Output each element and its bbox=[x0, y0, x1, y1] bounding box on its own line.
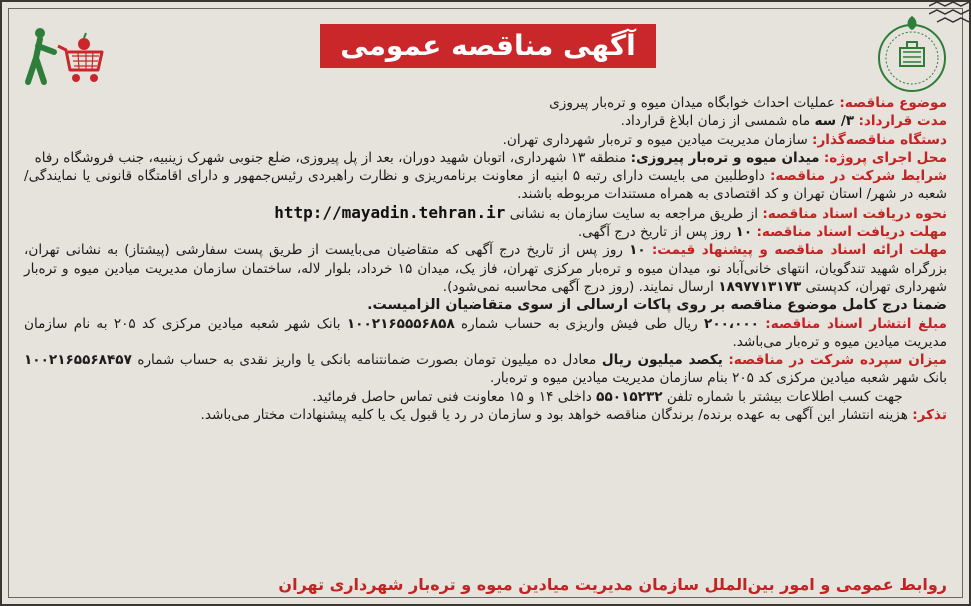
deposit-value: معادل ده میلیون تومان بصورت ضمانتنامه بانکی یا واریز نقدی به حساب شماره bbox=[137, 352, 597, 369]
fee-section bbox=[24, 315, 947, 352]
tehran-municipality-logo-icon bbox=[873, 12, 951, 94]
organizer-label: دستگاه مناقصه‌گذار: bbox=[812, 131, 947, 148]
contact-prefix: جهت کسب اطلاعات بیشتر با شماره تلفن bbox=[666, 388, 903, 405]
bid-deadline-value-after: ارسال نمایند. (روز درج آگهی محاسبه نمی‌شود). bbox=[442, 278, 714, 295]
organizer-value: سازمان مدیریت میادین میوه و تره‌بار شهرداری تهران. bbox=[502, 131, 808, 148]
reminder-value: هزینه انتشار این آگهی به عهده برنده/ برندگان مناقصه خواهد بود و سازمان در رد یا قبول یک یا کلیه پیشنهادات مختار می‌باشد. bbox=[200, 407, 908, 424]
duration-section bbox=[24, 112, 947, 130]
location-section bbox=[24, 149, 947, 167]
duration-number: ۳/ سه bbox=[814, 113, 855, 130]
fee-amount: ۲۰۰،۰۰۰ bbox=[704, 315, 759, 332]
fee-account-number: ۱۰۰۲۱۶۵۵۵۶۸۵۸ bbox=[346, 315, 455, 332]
subject-section bbox=[24, 94, 947, 112]
location-site: میدان میوه و تره‌بار پیروزی: bbox=[630, 149, 820, 166]
footer-signature: روابط عمومی و امور بین‌الملل سازمان مدیریت میادین میوه و تره‌بار شهرداری تهران bbox=[278, 575, 947, 594]
conditions-label: شرایط شرکت در مناقصه: bbox=[770, 168, 948, 185]
duration-value: ماه شمسی از زمان ابلاغ قرارداد. bbox=[620, 113, 811, 130]
deposit-account-number: ۱۰۰۲۱۶۵۵۶۸۴۵۷ bbox=[24, 352, 132, 369]
documents-deadline-section bbox=[24, 223, 947, 241]
postal-code: ۱۸۹۷۷۱۳۱۷۳ bbox=[718, 278, 802, 295]
deposit-value-after: بانک شهر شعبه میادین مرکزی کد ۲۰۵ بنام سازمان مدیریت میادین میوه و تره‌بار. bbox=[490, 370, 947, 387]
bid-deadline-label: مهلت ارائه اسناد مناقصه و پیشنهاد قیمت: bbox=[651, 242, 947, 259]
bid-deadline-days: ۱۰ bbox=[629, 242, 646, 259]
reminder-label: تذکر: bbox=[912, 407, 947, 424]
conditions-value: داوطلبین می بایست دارای رتبه ۵ ابنیه از معاونت برنامه‌ریزی و نظارت راهبردی رئیس‌جمهور و دارای اقامتگاه قانونی یا نمایندگی/ شعبه در شهر/ استان تهران و کد اقتصادی به همراه مستندات مربوطه باشند. bbox=[24, 168, 947, 203]
website-link[interactable]: http://mayadin.tehran.ir bbox=[274, 202, 506, 222]
banner-title: آگهی مناقصه عمومی bbox=[320, 24, 656, 68]
contact-value: داخلی ۱۴ و ۱۵ معاونت فنی تماس حاصل فرمائید. bbox=[312, 388, 592, 405]
fee-label: مبلغ انتشار اسناد مناقصه: bbox=[765, 315, 947, 332]
documents-deadline-value: روز پس از تاریخ درج آگهی. bbox=[577, 224, 732, 241]
location-value: منطقه ۱۳ شهرداری، اتوبان شهید دوران، بعد از پل پیروزی، ضلع جنوبی شهرک زینبیه، جنب فروشگاه رفاه bbox=[34, 149, 627, 166]
deposit-label: میزان سپرده شرکت در مناقصه: bbox=[728, 352, 947, 369]
fee-value: ریال طی فیش واریزی به حساب شماره bbox=[461, 315, 698, 332]
documents-deadline-label: مهلت دریافت اسناد مناقصه: bbox=[756, 224, 947, 241]
contact-section bbox=[24, 388, 947, 406]
reminder-section bbox=[24, 406, 947, 424]
documents-method-value: از طریق مراجعه به سایت سازمان به نشانی bbox=[509, 205, 759, 222]
bid-deadline-value: روز پس از تاریخ درج آگهی که متقاضیان می‌بایست از طریق پست سفارشی (پیشتاز) به نشانی تهران، بزرگراه شهید تندگویان، انتهای خانی‌آباد نو، میدان میوه و تره‌بار مرکزی تهران، فاز یک، میدان ۱۵ خرداد، بلوار لاله، ساختمان سازمان مدیریت میادین میوه و تره‌بار شهرداری تهران، کدپستی bbox=[24, 242, 947, 295]
deposit-section bbox=[24, 351, 947, 388]
notice-body bbox=[24, 94, 947, 424]
duration-label: مدت قرارداد: bbox=[858, 113, 947, 130]
shopping-cart-icon bbox=[20, 26, 106, 88]
envelope-note: ضمنا درج کامل موضوع مناقصه بر روی پاکات ارسالی از سوی متقاضیان الزامیست. bbox=[367, 297, 947, 314]
bid-deadline-section bbox=[24, 241, 947, 296]
organizer-section bbox=[24, 131, 947, 149]
deposit-amount: یکصد میلیون ریال bbox=[601, 352, 723, 369]
fee-value-after: بانک شهر شعبه میادین مرکزی کد ۲۰۵ به نام سازمان مدیریت میادین میوه و تره‌بار می‌باشد. bbox=[24, 315, 947, 350]
conditions-section bbox=[24, 167, 947, 204]
subject-value: عملیات احداث خوابگاه میدان میوه و تره‌بار پیروزی bbox=[549, 95, 835, 111]
contact-phone: ۵۵۰۱۵۲۳۲ bbox=[596, 388, 663, 405]
location-label: محل اجرای پروژه: bbox=[823, 149, 947, 166]
documents-method-section bbox=[24, 204, 947, 223]
subject-label: موضوع مناقصه: bbox=[839, 95, 947, 111]
documents-deadline-days: ۱۰ bbox=[735, 224, 753, 241]
documents-method-label: نحوه دریافت اسناد مناقصه: bbox=[762, 205, 947, 222]
